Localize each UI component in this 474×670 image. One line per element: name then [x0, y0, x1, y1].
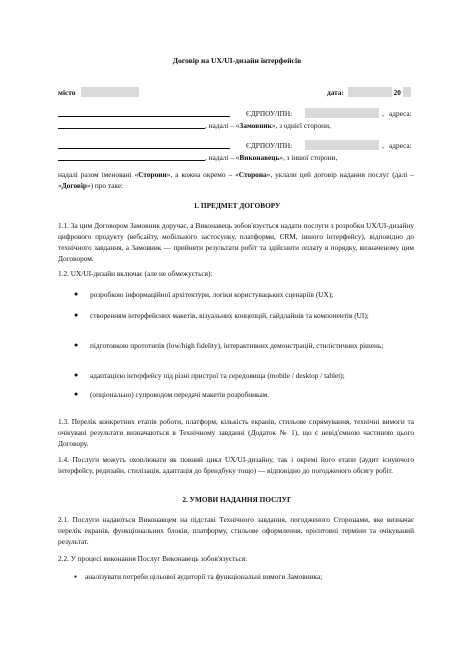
- date-row: [327, 87, 411, 98]
- list-item: аналізувати потреби цільової аудиторії та функціональні вимоги Замовника;: [85, 572, 323, 581]
- party1-edrpou-field[interactable]: [305, 108, 379, 118]
- party2-name-line[interactable]: [58, 148, 230, 149]
- party2-comma: ,: [382, 141, 384, 150]
- party1-address-line[interactable]: [58, 128, 205, 129]
- party2-edrpou-label: ЄДРПОУ/ІПН:: [246, 141, 293, 150]
- document-title: Договір на UX/UI-дизайн інтерфейсів: [172, 56, 302, 65]
- list-item: адаптацією інтерфейсу під різні пристрої та середовища (mobile / desktop / tablet);: [90, 371, 345, 380]
- city-field[interactable]: [81, 87, 139, 97]
- party1-role: Замовник: [239, 121, 272, 130]
- paragraph-2-1: 2.1. Послуги надаються Виконавцем на підставі Технічного завдання, погодженого Сторонами, яке визначає перелік екранів, функціональних блоків, платформу, стильове оформлення, орієнтовні терміни та очікуваний результат.: [58, 515, 414, 546]
- section2-heading: 2. УМОВИ НАДАННЯ ПОСЛУГ: [182, 495, 292, 504]
- party1-address-label: адреса:: [389, 109, 412, 118]
- bullet-icon: ●: [74, 390, 79, 398]
- intro-paragraph: надалі разом іменовані «Сторони», а кожна окремо – «Сторона», уклали цей договір надання послуг (далі – «Договір») про таке:: [58, 170, 414, 190]
- party1-role-text: , надалі – «Замовник», з однієї сторони,: [205, 121, 331, 130]
- party1-name-line[interactable]: [58, 116, 230, 117]
- list-item: (опціонально) супроводом передачі макетів розробникам.: [90, 390, 270, 399]
- party2-address-label: адреса:: [389, 141, 412, 150]
- section1-heading: 1. ПРЕДМЕТ ДОГОВОРУ: [193, 201, 281, 210]
- paragraph-1-1: 1.1. За цим Договором Замовник доручає, а Виконавець зобов'язується надати послуги з розробки UX/UI-дизайну цифрового продукту (вебсайту, мобільного застосунку, платформи, CRM, іншого інтерфейсу), відповідно до технічного завдання, а Замовник — прийняти результати робіт та здійснити оплату в порядку, визначеному цим Договором.: [58, 221, 414, 263]
- paragraph-1-4: 1.4. Послуги можуть охоплювати як повний цикл UX/UI-дизайну, так і окремі його етапи (аудит існуючого інтерфейсу, редизайн, стилізація, адаптація до брендбуку тощо) — відповідно до погодженого обсягу робіт.: [58, 455, 414, 475]
- bullet-icon: ●: [74, 311, 79, 319]
- paragraph-1-2: 1.2. UX/UI-дизайн включає (але не обмежується):: [58, 269, 213, 278]
- party2-address-line[interactable]: [58, 160, 205, 161]
- party2-edrpou-field[interactable]: [305, 140, 379, 150]
- bullet-icon: ●: [74, 371, 79, 379]
- party2-role-text: , надалі – «Виконавець», з іншої сторони,: [205, 153, 338, 162]
- city-label: місто: [58, 87, 139, 98]
- bullet-icon: ●: [74, 575, 78, 580]
- party1-comma: ,: [382, 109, 384, 118]
- list-item: розробкою інформаційної архітектури, логіки користувацьких сценаріїв (UX);: [90, 290, 334, 299]
- list-item: підготовкою прототипів (low/high fidelity), інтерактивних демонстрацій, стилістичних рішень;: [90, 341, 384, 350]
- year-prefix: 20: [393, 88, 401, 97]
- date-field[interactable]: [348, 87, 392, 97]
- party2-role: Виконавець: [239, 153, 280, 162]
- bullet-icon: ●: [74, 290, 79, 298]
- list-item: створенням інтерфейсних макетів, візуальних концепцій, гайдлайнів та компонентів (UI);: [90, 311, 369, 320]
- year-field[interactable]: [403, 87, 411, 97]
- bullet-icon: ●: [74, 341, 79, 349]
- party1-edrpou-label: ЄДРПОУ/ІПН:: [246, 109, 293, 118]
- paragraph-2-2: 2.2. У процесі виконання Послуг Виконавець зобов'язується:: [58, 554, 248, 563]
- paragraph-1-3: 1.3. Перелік конкретних етапів роботи, платформ, кількість екранів, стильове спрямування, технічні вимоги та очікувані результати визначаються в Технічному завданні (Додаток № 1), що є невід'ємною частиною цього Договору.: [58, 417, 414, 448]
- date-label: дата:: [327, 88, 344, 97]
